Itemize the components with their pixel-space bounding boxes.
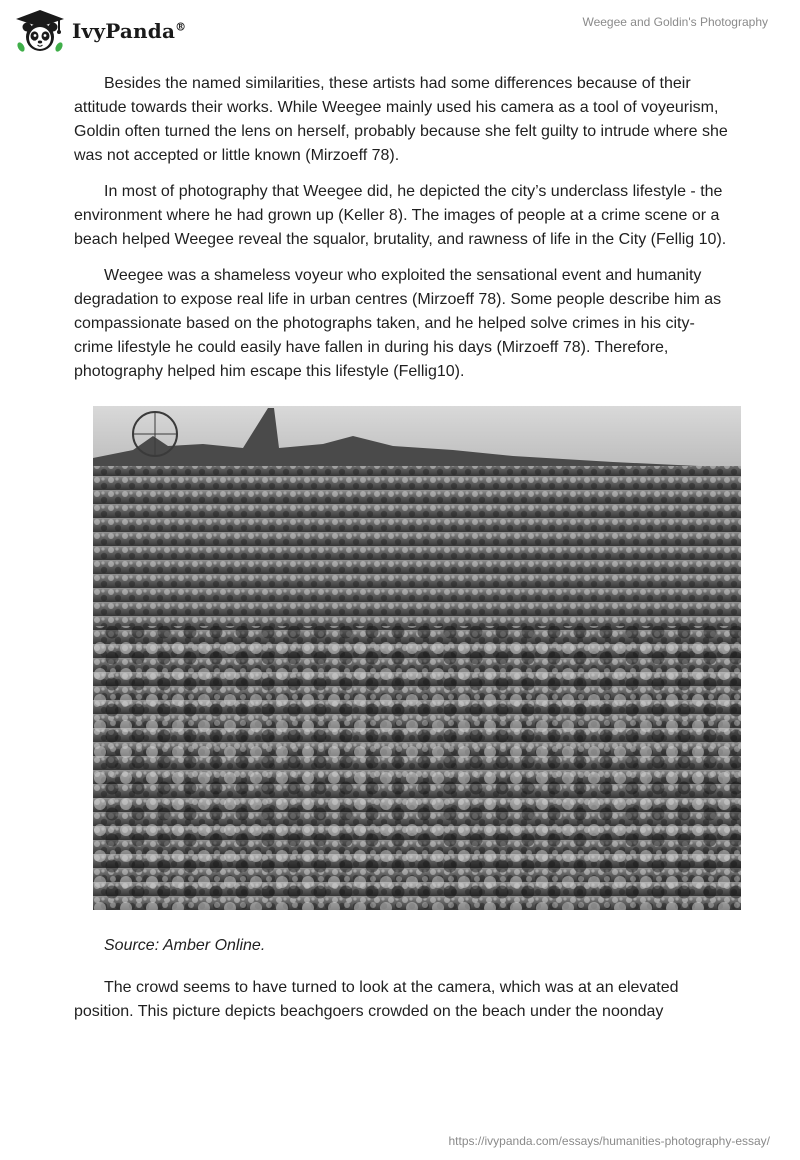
figure-caption: Source: Amber Online. [104,937,266,954]
document-title: Weegee and Goldin's Photography [582,15,768,29]
paragraph: Besides the named similarities, these artists had some differences because of their attitude towards their works. While Weegee mainly used his camera as a tool of voyeurism, Goldin often turned the lens on herself, probably because she felt guilty to intrude where she was not accepted or little known (Mirzoeff 78). [74,75,728,164]
paragraph: The crowd seems to have turned to look at the camera, which was at an elevated position. This picture depicts beachgoers crowded on the beach under the noonday [74,979,679,1020]
crowded-beach-photo [93,406,741,910]
paragraph: In most of photography that Weegee did, he depicted the city’s underclass lifestyle - the environment where he had grown up (Keller 8). The images of people at a crime scene or a beach helped Weegee reveal the squalor, brutality, and rawness of life in the City (Fellig 10). [74,183,727,248]
page-header [0,0,800,60]
brand-name: IvyPanda® [72,19,187,43]
panda-graduate-icon [14,8,66,54]
paragraph: Weegee was a shameless voyeur who exploited the sensational event and humanity degradation to expose real life in urban centres (Mirzoeff 78). Some people describe him as compassionate based on the photographs taken, and he helped solve crimes in his city- crime lifestyle he could easily have fallen in during his days (Mirzoeff 78). Therefore, photography helped him escape this lifestyle (Fellig10). [74,267,722,380]
ivypanda-logo[interactable] [14,8,186,54]
footer-url[interactable]: https://ivypanda.com/essays/humanities-photography-essay/ [448,1134,770,1148]
essay-body [74,72,734,1036]
